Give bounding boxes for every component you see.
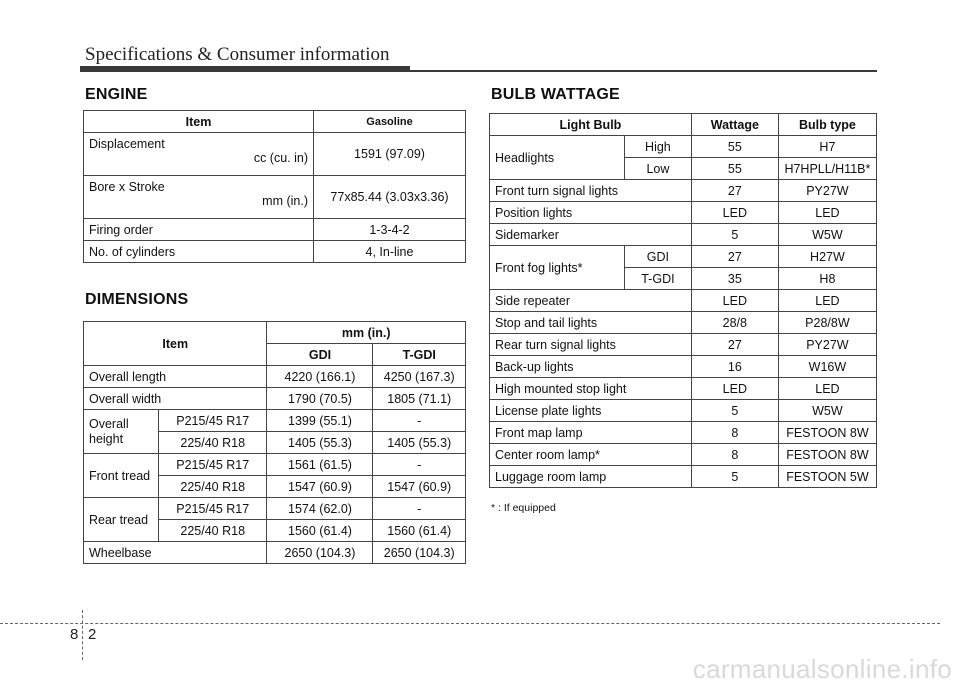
table-row [490, 444, 877, 466]
page-number-section: 8 [70, 626, 79, 643]
dim-tgdi-value: - [373, 410, 466, 432]
engine-col-gasoline: Gasoline [314, 111, 466, 133]
bulb-row-label: Luggage room lamp [490, 466, 692, 488]
bulb-row-label: Front map lamp [490, 422, 692, 444]
dim-row-label: Rear tread [84, 498, 159, 542]
table-row [490, 334, 877, 356]
table-row [84, 133, 466, 176]
dim-gdi-value: 1561 (61.5) [267, 454, 373, 476]
dim-row-label: Overall height [84, 410, 159, 454]
dim-row-label: Overall width [84, 388, 267, 410]
bulb-wattage: 27 [691, 180, 778, 202]
table-row [490, 180, 877, 202]
table-row [490, 356, 877, 378]
bulb-row-label: Rear turn signal lights [490, 334, 692, 356]
table-row [84, 176, 466, 219]
dim-gdi-value: 1574 (62.0) [267, 498, 373, 520]
bulb-wattage: 16 [691, 356, 778, 378]
engine-row-unit: cc (cu. in) [253, 151, 308, 165]
table-row [490, 422, 877, 444]
dim-gdi-value: 4220 (166.1) [267, 366, 373, 388]
engine-row-value: 1591 (97.09) [314, 133, 466, 176]
bulb-type: FESTOON 5W [778, 466, 876, 488]
engine-label-cell [84, 176, 314, 219]
bulb-type: H7HPLL/H11B* [778, 158, 876, 180]
dim-col-tgdi: T-GDI [373, 344, 466, 366]
footer-dashed-divider [82, 610, 83, 660]
bulb-type: FESTOON 8W [778, 444, 876, 466]
dim-row-label: Overall length [84, 366, 267, 388]
bulb-row-label: License plate lights [490, 400, 692, 422]
engine-heading: ENGINE [85, 86, 148, 103]
bulb-type: W16W [778, 356, 876, 378]
bulb-wattage: LED [691, 378, 778, 400]
bulb-row-label: Sidemarker [490, 224, 692, 246]
dim-tire-size: 225/40 R18 [159, 432, 267, 454]
engine-row-value: 4, In-line [314, 241, 466, 263]
table-row [84, 241, 466, 263]
table-row [490, 136, 877, 158]
bulb-row-label: Side repeater [490, 290, 692, 312]
bulb-sub-label: GDI [625, 246, 692, 268]
dim-tire-size: P215/45 R17 [159, 498, 267, 520]
engine-row-label: Bore x Stroke [89, 180, 165, 194]
bulb-row-label: Headlights [490, 136, 625, 180]
dim-gdi-value: 2650 (104.3) [267, 542, 373, 564]
bulb-wattage: 5 [691, 224, 778, 246]
bulb-wattage-table [489, 113, 877, 488]
bulb-wattage: 28/8 [691, 312, 778, 334]
dim-col-unit: mm (in.) [267, 322, 466, 344]
dim-tgdi-value: 1547 (60.9) [373, 476, 466, 498]
bulb-row-label: Front fog lights* [490, 246, 625, 290]
table-row [84, 366, 466, 388]
table-row [84, 498, 466, 520]
dim-tire-size: P215/45 R17 [159, 410, 267, 432]
dim-tgdi-value: 1405 (55.3) [373, 432, 466, 454]
engine-table [83, 110, 466, 263]
dim-tire-size: 225/40 R18 [159, 520, 267, 542]
bulb-type: LED [778, 202, 876, 224]
engine-row-label: Displacement [89, 137, 165, 151]
bulb-type: W5W [778, 400, 876, 422]
bulb-col-type: Bulb type [778, 114, 876, 136]
engine-row-value: 77x85.44 (3.03x3.36) [314, 176, 466, 219]
bulb-type: LED [778, 290, 876, 312]
bulb-wattage: 5 [691, 466, 778, 488]
dim-tgdi-value: - [373, 498, 466, 520]
bulb-col-wattage: Wattage [691, 114, 778, 136]
bulb-col-light: Light Bulb [490, 114, 692, 136]
bulb-type: PY27W [778, 334, 876, 356]
bulb-wattage: 27 [691, 334, 778, 356]
engine-col-item: Item [84, 111, 314, 133]
table-row [490, 246, 877, 268]
dim-gdi-value: 1547 (60.9) [267, 476, 373, 498]
bulb-row-label: Position lights [490, 202, 692, 224]
table-row [490, 378, 877, 400]
bulb-wattage: 27 [691, 246, 778, 268]
bulb-type: LED [778, 378, 876, 400]
table-row [84, 542, 466, 564]
engine-row-label: Firing order [84, 219, 314, 241]
table-row [490, 202, 877, 224]
table-row [490, 312, 877, 334]
footer-dashed-rule [0, 623, 940, 624]
dimensions-heading: DIMENSIONS [85, 291, 189, 308]
engine-row-value: 1-3-4-2 [314, 219, 466, 241]
bulb-type: H7 [778, 136, 876, 158]
dim-row-label: Wheelbase [84, 542, 267, 564]
dim-tgdi-value: - [373, 454, 466, 476]
dim-gdi-value: 1790 (70.5) [267, 388, 373, 410]
dim-tgdi-value: 1805 (71.1) [373, 388, 466, 410]
bulb-wattage: LED [691, 290, 778, 312]
dimensions-table [83, 321, 466, 564]
bulb-wattage: 8 [691, 444, 778, 466]
bulb-wattage: 55 [691, 158, 778, 180]
page-number: 2 [88, 626, 97, 643]
engine-row-label: No. of cylinders [84, 241, 314, 263]
bulb-wattage: 5 [691, 400, 778, 422]
dim-gdi-value: 1399 (55.1) [267, 410, 373, 432]
bulb-sub-label: Low [625, 158, 692, 180]
table-row [490, 224, 877, 246]
dim-tgdi-value: 1560 (61.4) [373, 520, 466, 542]
bulb-sub-label: High [625, 136, 692, 158]
bulb-wattage: 8 [691, 422, 778, 444]
dim-tire-size: P215/45 R17 [159, 454, 267, 476]
table-row [490, 466, 877, 488]
header-rule [410, 70, 877, 72]
bulb-type: W5W [778, 224, 876, 246]
footnote-if-equipped: * : If equipped [491, 502, 556, 514]
bulb-heading: BULB WATTAGE [491, 86, 620, 103]
bulb-type: P28/8W [778, 312, 876, 334]
bulb-row-label: Front turn signal lights [490, 180, 692, 202]
dim-col-item: Item [84, 322, 267, 366]
bulb-type: H8 [778, 268, 876, 290]
table-row [84, 410, 466, 432]
dim-gdi-value: 1560 (61.4) [267, 520, 373, 542]
dim-tgdi-value: 4250 (167.3) [373, 366, 466, 388]
engine-row-unit: mm (in.) [262, 194, 308, 208]
dim-tgdi-value: 2650 (104.3) [373, 542, 466, 564]
dim-col-gdi: GDI [267, 344, 373, 366]
table-row [84, 388, 466, 410]
dim-row-label: Front tread [84, 454, 159, 498]
bulb-type: H27W [778, 246, 876, 268]
table-row [490, 290, 877, 312]
watermark-text: carmanualsonline.info [692, 654, 952, 684]
header-bar [80, 66, 410, 72]
dim-tire-size: 225/40 R18 [159, 476, 267, 498]
bulb-row-label: High mounted stop light [490, 378, 692, 400]
bulb-wattage: LED [691, 202, 778, 224]
bulb-row-label: Center room lamp* [490, 444, 692, 466]
table-row [84, 219, 466, 241]
bulb-wattage: 35 [691, 268, 778, 290]
dim-gdi-value: 1405 (55.3) [267, 432, 373, 454]
table-row [490, 400, 877, 422]
bulb-row-label: Stop and tail lights [490, 312, 692, 334]
bulb-sub-label: T-GDI [625, 268, 692, 290]
bulb-type: FESTOON 8W [778, 422, 876, 444]
bulb-row-label: Back-up lights [490, 356, 692, 378]
bulb-type: PY27W [778, 180, 876, 202]
page-header-title: Specifications & Consumer information [85, 44, 390, 65]
engine-label-cell [84, 133, 314, 176]
table-row [84, 454, 466, 476]
bulb-wattage: 55 [691, 136, 778, 158]
